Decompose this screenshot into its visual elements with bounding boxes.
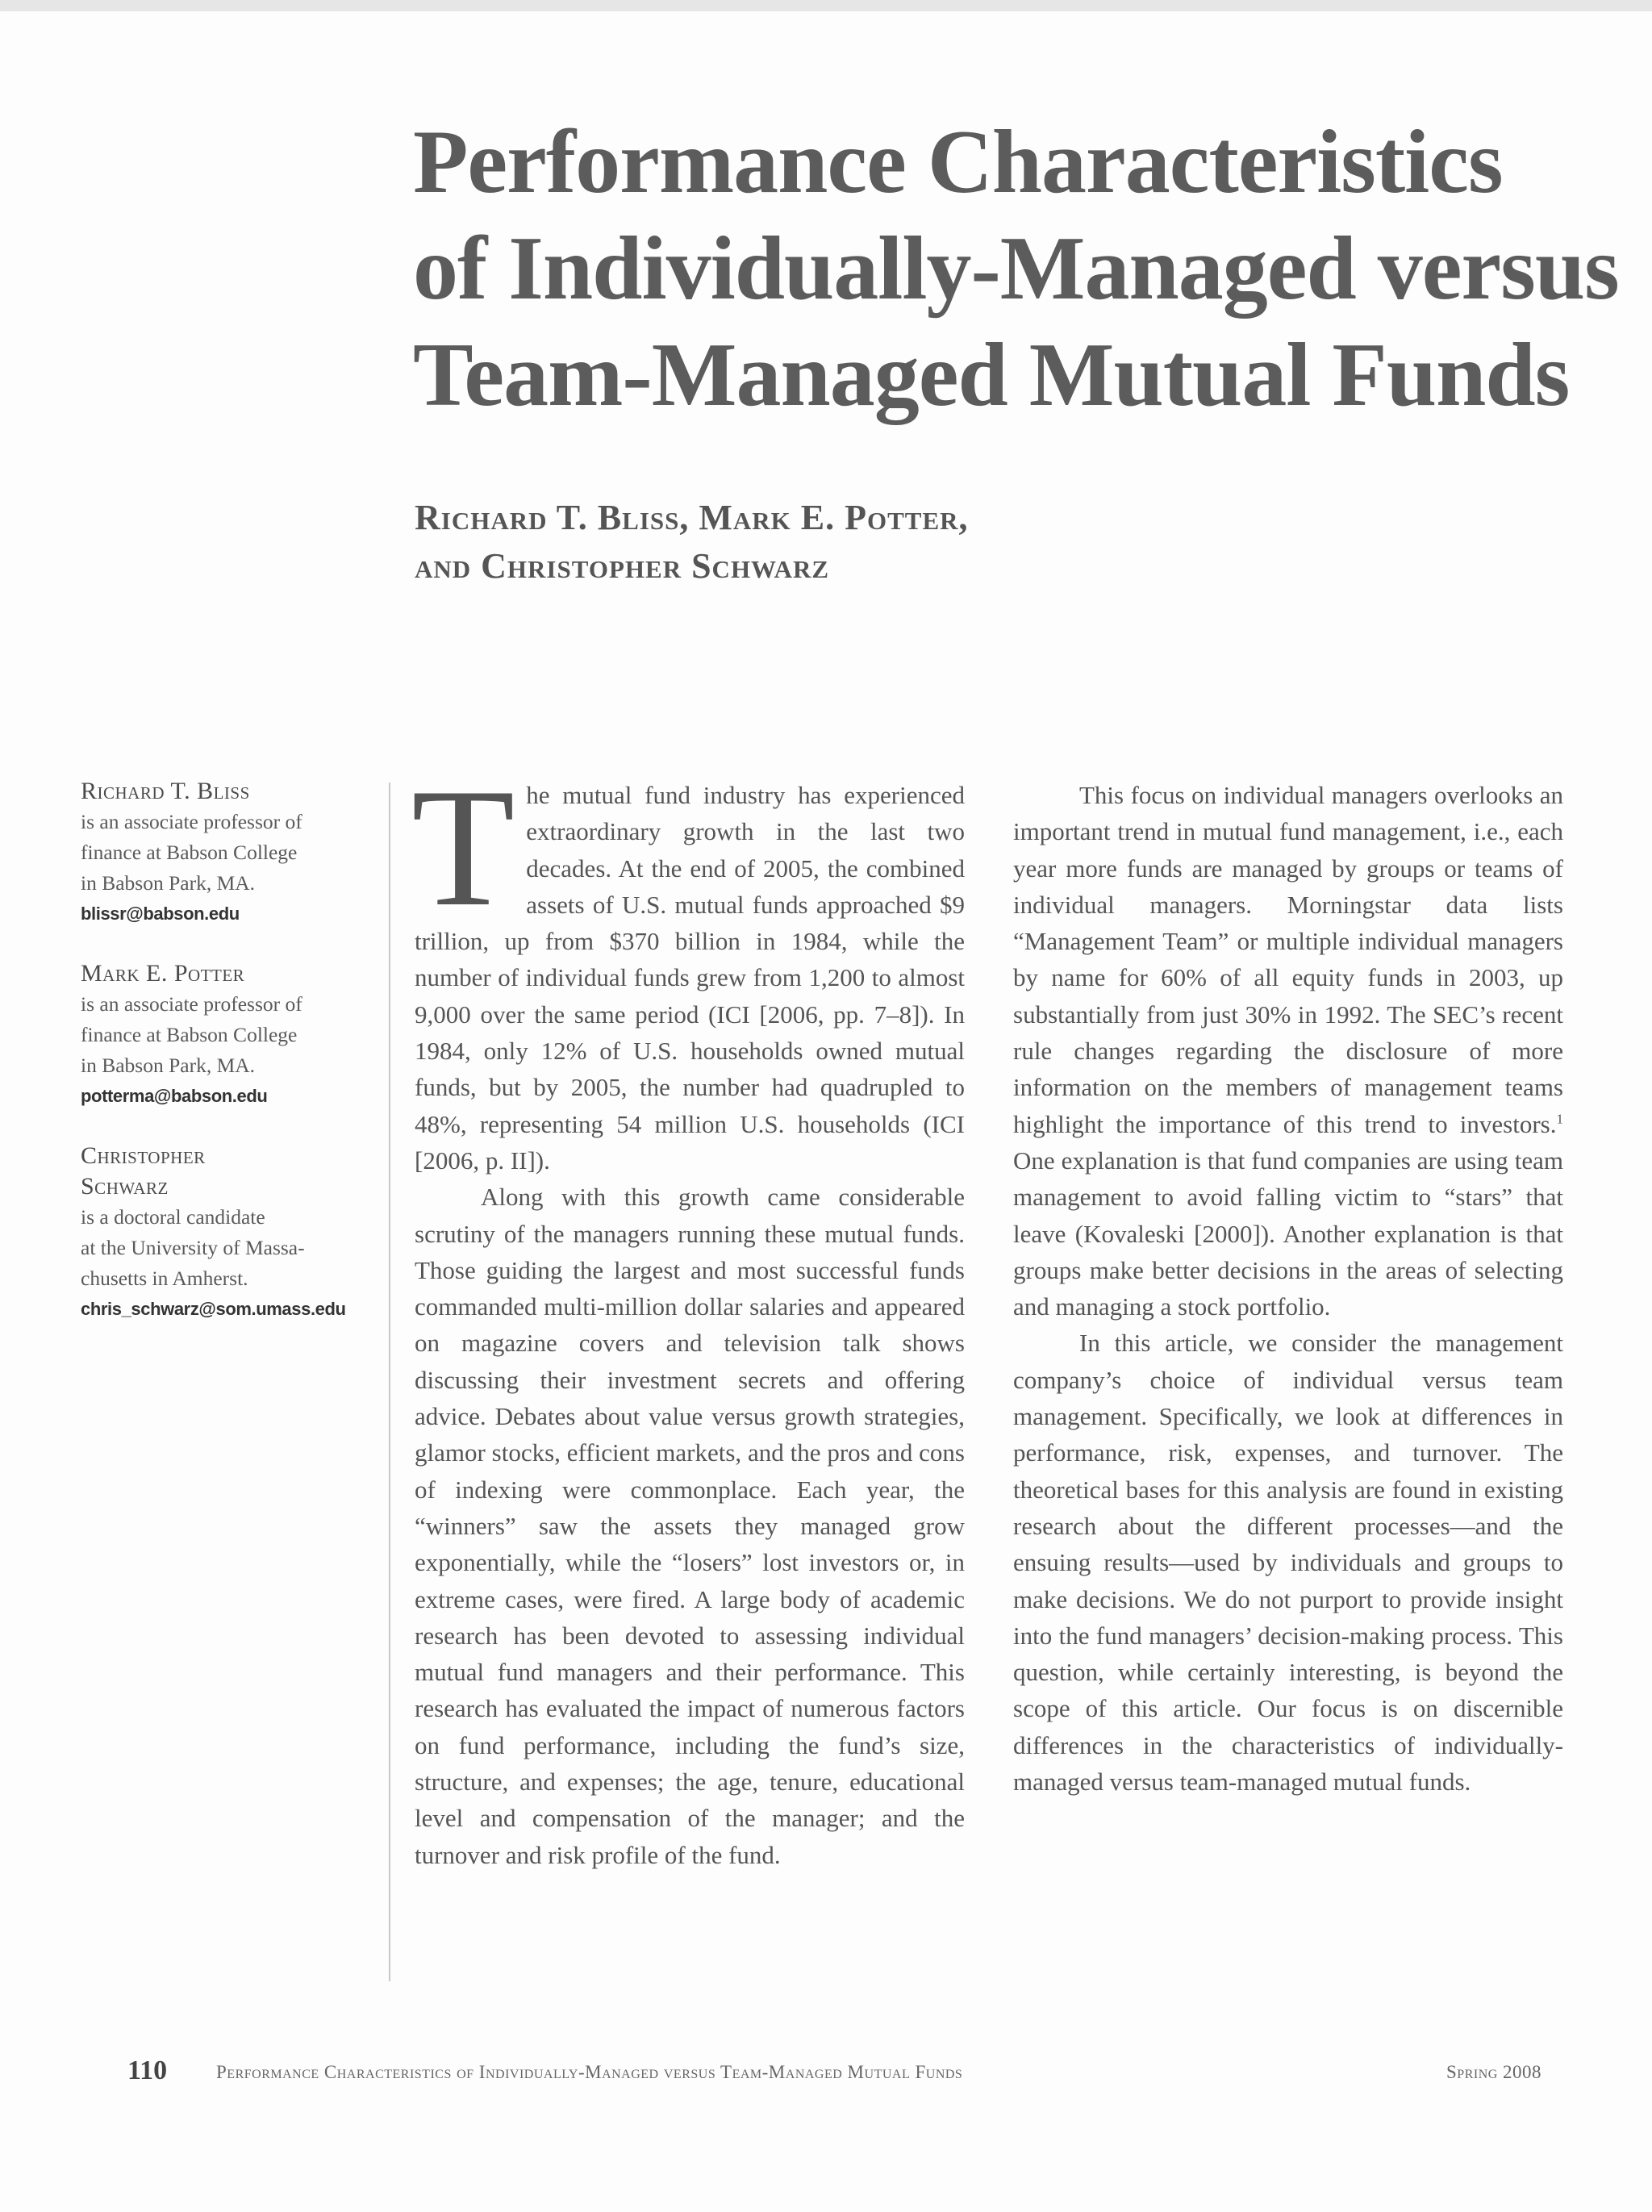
article-title xyxy=(413,109,1619,428)
page-footer xyxy=(0,2055,1652,2088)
title-line: of Individually-Managed versus xyxy=(413,219,1619,319)
author-bios-sidebar xyxy=(81,776,363,1354)
byline-line: and Christopher Schwarz xyxy=(415,546,830,586)
bio-line: is an associate professor of xyxy=(81,810,302,833)
bio-line: in Babson Park, MA. xyxy=(81,871,256,895)
bio-line: in Babson Park, MA. xyxy=(81,1054,256,1077)
bio-line: is a doctoral candidate xyxy=(81,1205,265,1229)
author-bio xyxy=(81,958,363,1112)
running-title: Performance Characteristics of Individually-Managed versus Team-Managed Mutual Funds xyxy=(216,2062,963,2082)
bio-author-name: Christopher xyxy=(81,1142,206,1169)
bio-email: potterma@babson.edu xyxy=(81,1086,268,1106)
author-byline xyxy=(415,494,1383,591)
column-divider xyxy=(389,783,390,1981)
byline-line: Richard T. Bliss, Mark E. Potter, xyxy=(415,498,969,537)
bio-author-name: Mark E. Potter xyxy=(81,960,245,987)
author-bio xyxy=(81,1141,363,1325)
bio-line: finance at Babson College xyxy=(81,1023,298,1046)
issue-date: Spring 2008 xyxy=(1446,2062,1542,2082)
bio-email: blissr@babson.edu xyxy=(81,904,240,924)
bio-author-name: Schwarz xyxy=(81,1173,169,1200)
paragraph-text: This focus on individual managers overlooks an important trend in mutual fund management, i.e., each year more funds are managed by groups or teams of individual managers. Morningstar data lists “Management Team” or multiple individual managers by name for 60% of all equity funds in 2003, up substantially from just 30% in 1992. The SEC’s recent rule changes regarding the disclosure of more information on the members of management teams highlight the importance of this trend to investors. xyxy=(1013,781,1563,1138)
paragraph-text: he mutual fund industry has experienced extraordinary growth in the last two decades. At the end of 2005, the combined assets of U.S. mutual funds approached $9 trillion, up from $370 billion in 1984, while the number of individual funds grew from 1,200 to almost 9,000 over the same period (ICI [2006, pp. 7–8]). In 1984, only 12% of U.S. households owned mutual funds, but by 2005, the number had quadrupled to 48%, representing 54 million U.S. households (ICI [2006, p. II]). xyxy=(415,781,965,1175)
body-paragraph xyxy=(1013,777,1563,1325)
footnote-marker: 1 xyxy=(1556,1111,1563,1127)
bio-email: chris_schwarz@som.umass.edu xyxy=(81,1299,346,1319)
bio-line: is an associate professor of xyxy=(81,992,302,1016)
author-bio xyxy=(81,776,363,929)
drop-cap: T xyxy=(411,754,515,941)
title-line: Team-Managed Mutual Funds xyxy=(413,325,1570,425)
body-column-left xyxy=(411,754,965,1873)
body-paragraph xyxy=(411,754,965,1179)
bio-line: at the University of Massa- xyxy=(81,1236,305,1259)
bio-author-name: Richard T. Bliss xyxy=(81,778,250,804)
bio-line: chusetts in Amherst. xyxy=(81,1267,248,1290)
body-column-right xyxy=(1013,777,1563,1800)
body-paragraph: Along with this growth came considerable scrutiny of the managers running these mutual funds. Those guiding the largest and most successful funds commanded multi-million dollar salaries and appeared on magazine covers and television talk shows discussing their investment secrets and offering advice. Debates about value versus growth strategies, glamor stocks, efficient markets, and the pros and cons of indexing were commonplace. Each year, the “winners” saw the assets they managed grow exponentially, while the “losers” lost investors or, in extreme cases, were fired. A large body of academic research has been devoted to assessing individual mutual fund managers and their performance. This research has evaluated the impact of numerous factors on fund performance, including the fund’s size, structure, and expenses; the age, tenure, educational level and compensation of the manager; and the turnover and risk profile of the fund. xyxy=(415,1183,965,1869)
bio-line: finance at Babson College xyxy=(81,841,298,864)
body-paragraph: In this article, we consider the management company’s choice of individual versus team management. Specifically, we look at differences in performance, risk, expenses, and turnover. The theoretical bases for this analysis are found in existing research about the different processes—and the ensuing results—used by individuals and groups to make decisions. We do not purport to provide insight into the fund managers’ decision-making process. This question, while certainly interesting, is beyond the scope of this article. Our focus is on discernible differences in the characteristics of individually-managed versus team-managed mutual funds. xyxy=(1013,1329,1563,1797)
paragraph-text: One explanation is that fund companies are using team management to avoid falling victim to “stars” that leave (Kovaleski [2000]). Another explanation is that groups make better decisions in the areas of selecting and managing a stock portfolio. xyxy=(1013,1146,1563,1321)
title-line: Performance Characteristics xyxy=(413,112,1503,212)
scan-top-edge xyxy=(0,0,1652,11)
page-number: 110 xyxy=(127,2055,168,2085)
